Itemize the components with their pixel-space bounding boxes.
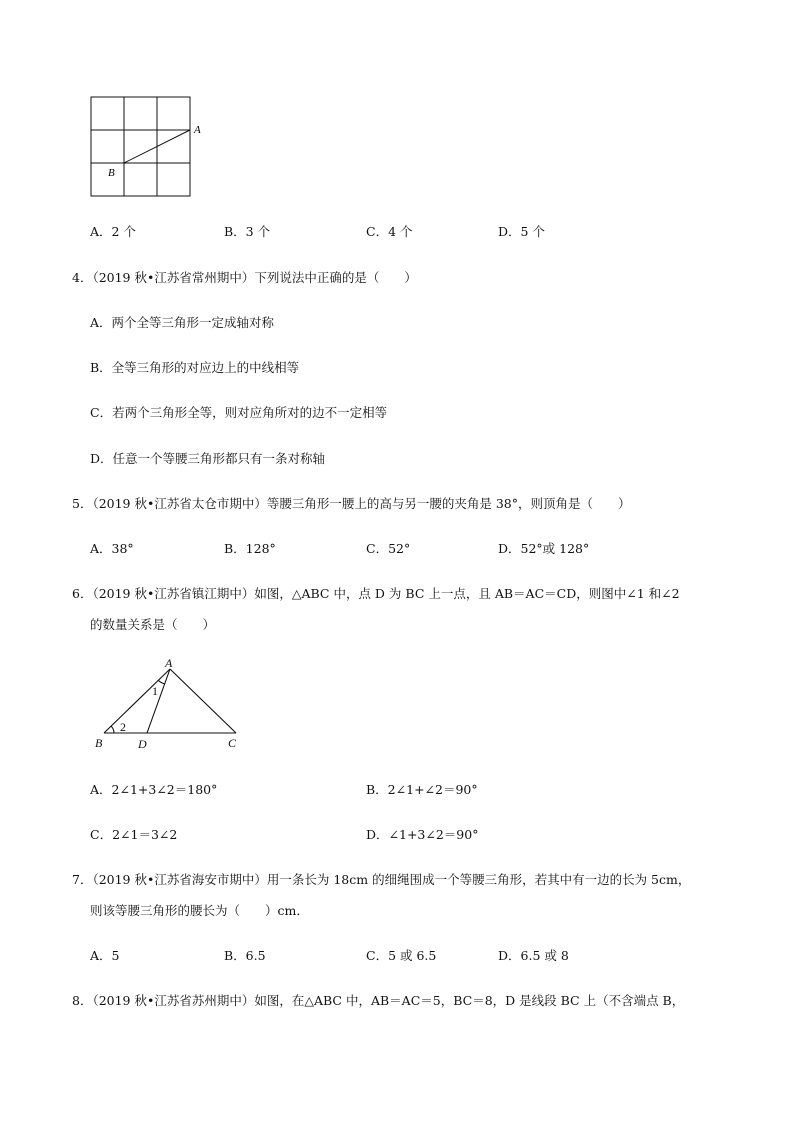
q7-stem-line1: 7．（2019 秋•江苏省海安市期中）用一条长为 18cm 的细绳围成一个等腰三角形，若其中有一边的长为 5cm，	[72, 872, 691, 887]
q5-option-c[interactable]: C．52°	[366, 541, 411, 556]
q5-option-b[interactable]: B．128°	[224, 541, 276, 556]
q3-option-d[interactable]: D．5 个	[498, 224, 545, 239]
point-b-label: B	[108, 167, 115, 179]
q6-stem-line1: 6．（2019 秋•江苏省镇江期中）如图，△ABC 中，点 D 为 BC 上一点，且 AB＝AC＝CD，则图中∠1 和∠2	[72, 586, 680, 601]
grid-border	[91, 97, 190, 196]
q3-option-b[interactable]: B．3 个	[224, 224, 271, 239]
segment-ac	[170, 669, 236, 733]
q7-option-c[interactable]: C．5 或 6.5	[366, 948, 437, 963]
q4-option-c[interactable]: C．若两个三角形全等，则对应角所对的边不一定相等	[90, 405, 388, 420]
q8-stem-line1: 8．（2019 秋•江苏省苏州期中）如图，在△ABC 中，AB＝AC＝5，BC＝8，D 是线段 BC 上（不含端点 B，	[72, 993, 685, 1008]
triangle-figure	[90, 655, 250, 755]
q4-stem: 4．（2019 秋•江苏省常州期中）下列说法中正确的是（ ）	[72, 270, 417, 285]
q7-option-d[interactable]: D．6.5 或 8	[498, 948, 569, 963]
q4-option-a[interactable]: A．两个全等三角形一定成轴对称	[90, 315, 275, 330]
q4-option-b[interactable]: B．全等三角形的对应边上的中线相等	[90, 360, 300, 375]
segment-ad	[147, 669, 170, 733]
q6-option-b[interactable]: B．2∠1+∠2＝90°	[366, 782, 478, 797]
q7-option-b[interactable]: B．6.5	[224, 948, 266, 963]
angle-2-label: 2	[120, 720, 126, 734]
q5-stem: 5．（2019 秋•江苏省太仓市期中）等腰三角形一腰上的高与另一腰的夹角是 38°，则顶角是（ ）	[72, 496, 631, 511]
q7-stem-line2: 则该等腰三角形的腰长为（ ）cm．	[90, 903, 309, 918]
point-a-label: A	[194, 124, 201, 136]
q3-option-c[interactable]: C．4 个	[366, 224, 413, 239]
angle-1-arc	[158, 680, 165, 684]
q7-option-a[interactable]: A．5	[90, 948, 120, 963]
q3-option-a[interactable]: A．2 个	[90, 224, 136, 239]
point-c-label: C	[228, 736, 237, 750]
point-d-label: D	[138, 737, 147, 751]
point-a-label: A	[165, 656, 173, 670]
angle-2-arc	[111, 726, 114, 733]
q6-stem-line2: 的数量关系是（ ）	[90, 617, 216, 632]
q4-option-d[interactable]: D．任意一个等腰三角形都只有一条对称轴	[90, 451, 326, 466]
grid-figure	[88, 95, 228, 205]
point-b-label: B	[95, 736, 103, 750]
q6-option-a[interactable]: A．2∠1+3∠2＝180°	[90, 782, 218, 797]
q6-option-d[interactable]: D．∠1+3∠2＝90°	[366, 827, 479, 842]
q6-option-c[interactable]: C．2∠1＝3∠2	[90, 827, 178, 842]
segment-ab	[104, 669, 170, 733]
angle-1-label: 1	[152, 684, 158, 698]
q5-option-a[interactable]: A．38°	[90, 541, 134, 556]
q5-option-d[interactable]: D．52°或 128°	[498, 541, 590, 556]
